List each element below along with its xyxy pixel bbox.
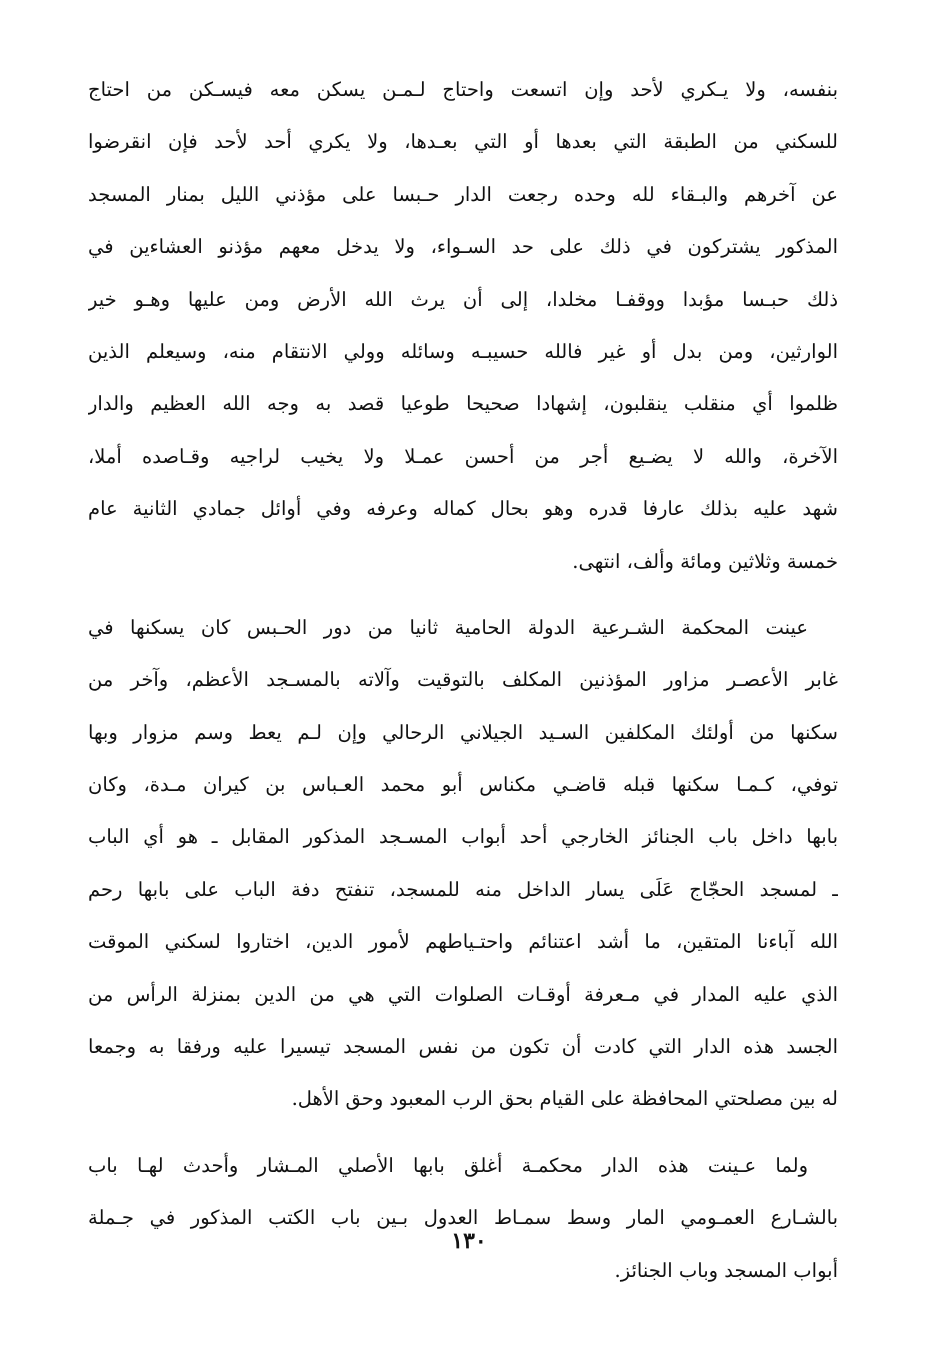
- paragraph-gap: [88, 1126, 838, 1140]
- text-line: الآخرة، والله لا يضـيع أجر من أحسن عمـلا ولا يخيب لراجيه وقـاصده أملا،: [88, 444, 838, 468]
- text-line: ولما عـينت هذه الدار محكمـة أغلق بابها الأصلي المـشار وأحدث لهـا باب: [88, 1153, 808, 1177]
- text-line: أبواب المسجد وباب الجنائز.: [614, 1258, 838, 1282]
- text-line: الذي عليه المدار في مـعرفة أوقـات الصلوات التي هي من الدين بمنزلة الرأس من: [88, 982, 838, 1006]
- text-line: توفي، كـمـا سكنها قبله قاضـي مكناس أبو محمد العـباس بن كيران مـدة، وكان: [88, 773, 838, 797]
- text-line: للسكني من الطبقة التي بعدها أو التي بعـدها، ولا يكري أحد لأحد فإن انقرضوا: [88, 130, 838, 154]
- text-line: ذلك حبـسا مؤبدا ووقفـا مخلدا، إلى أن يرث الله الأرض ومن عليها وهـو خير: [88, 287, 838, 311]
- text-line: غابر الأعصـر مزاور المؤذنين المكلف بالتوقيت وآلاته بالمسـجد الأعظم، وآخر من: [88, 668, 838, 692]
- paragraph-gap: [88, 588, 838, 602]
- page-number: ١٣٠: [451, 1228, 487, 1254]
- page-body: [88, 64, 838, 1297]
- text-line: الله آباءنا المتقين، ما أشد اعتنائم واحتـياطهم لأمور الدين، اختاروا لسكني الموقت: [88, 930, 838, 954]
- text-line: شهد عليه بذلك عارفا قدره وهو بحال كماله وعرفه وفي أوائل جمادي الثانية عام: [88, 497, 838, 521]
- text-line: عينت المحكمة الشـرعية الدولة الحامية ثانيا من دور الحـبس كان يسكنها في: [88, 615, 808, 639]
- text-line: سكنها من أولئك المكلفين السـيد الجيلاني الرحالي وإن لـم يعط وسم مزوار وبها: [88, 720, 838, 744]
- text-line: له بين مصلحتي المحافظة على القيام بحق الرب المعبود وحق الأهل.: [291, 1087, 838, 1111]
- paragraph-2: [88, 602, 838, 1126]
- text-line: الوارثين، ومن بدل أو غير فالله حسيبـه وسائله وولي الانتقام منه، وسيعلم الذين: [88, 339, 838, 363]
- text-line: الجسد هذه الدار التي كادت أن تكون من نفس المسجد تيسيرا عليه ورفقا به وجمعا: [88, 1035, 838, 1059]
- text-line: بالشـارع العمـومي المار وسط سمـاط العدول بـين باب الكتب المذكور في جـملة: [88, 1206, 838, 1230]
- text-line: خمسة وثلاثين ومائة وألف، انتهى.: [572, 549, 838, 573]
- text-line: ـ لمسجد الحجّاج عَلَى يسار الداخل منه للمسجد، تنفتح دفة الباب على بابها رحم: [88, 877, 838, 901]
- text-line: ظلموا أي منقلب ينقلبون، إشهادا صحيحا طوعيا قصد به وجه الله العظيم والدار: [88, 392, 838, 416]
- paragraph-3: [88, 1140, 838, 1297]
- text-line: بنفسه، ولا يـكري لأحد وإن اتسعت واحتاج لـمـن يسكن معه فيسـكن من احتاج: [88, 78, 838, 101]
- text-line: عن آخرهم والبـقاء لله وحده رجعت الدار حـبسا على مؤذني الليل بمنار المسجد: [88, 182, 838, 206]
- paragraph-1: [88, 64, 838, 588]
- text-line: المذكور يشتركون في ذلك على حد السـواء، ولا يدخل معهم مؤذنو العشاءين في: [88, 235, 838, 259]
- text-line: بابها داخل باب الجنائز الخارجي أحد أبواب المسـجد المذكور المقابل ـ هو أي الباب: [88, 825, 838, 849]
